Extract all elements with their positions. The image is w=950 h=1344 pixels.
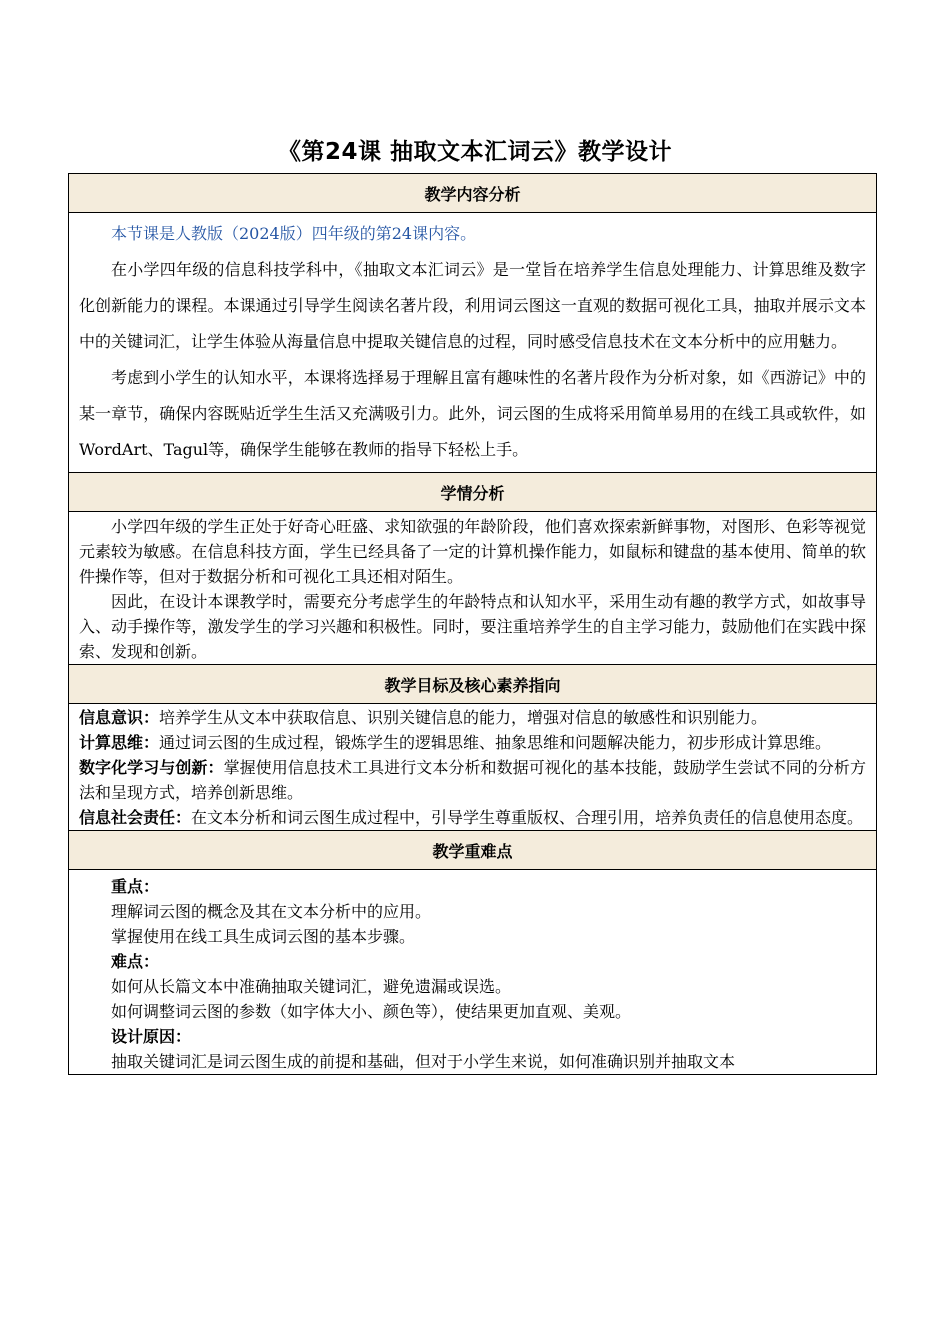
- content-paragraph-1: 在小学四年级的信息科技学科中，《抽取文本汇词云》是一堂旨在培养学生信息处理能力、计算思维及数字化创新能力的课程。本课通过引导学生阅读名著片段，利用词云图这一直观的数据可视化工具，抽取并展示文本中的关键词汇，让学生体验从海量信息中提取关键信息的过程，同时感受信息技术在文本分析中的应用魅力。: [79, 260, 866, 351]
- focus-item: 掌握使用在线工具生成词云图的基本步骤。: [111, 927, 416, 946]
- reason-label: 设计原因：: [111, 1027, 192, 1046]
- key-points-body: [69, 870, 877, 1075]
- objective-label: 数字化学习与创新：: [79, 758, 224, 777]
- document-title: 《第24课 抽取文本汇词云》教学设计: [277, 139, 672, 165]
- objective-text: 通过词云图的生成过程，锻炼学生的逻辑思维、抽象思维和问题解决能力，初步形成计算思维。: [159, 733, 832, 752]
- objective-label: 信息意识：: [79, 708, 160, 727]
- difficulty-item: 如何调整词云图的参数（如字体大小、颜色等），使结果更加直观、美观。: [111, 1002, 632, 1021]
- section-header-content-analysis: 教学内容分析: [69, 174, 877, 213]
- difficulty-label: 难点：: [111, 952, 160, 971]
- objective-text: 掌握使用信息技术工具进行文本分析和数据可视化的基本技能，鼓励学生尝试不同的分析方法和呈现方式，培养创新思维。: [79, 758, 866, 802]
- section-header-objectives: 教学目标及核心素养指向: [69, 665, 877, 704]
- content-analysis-body: [69, 213, 877, 473]
- objective-item: [69, 755, 876, 805]
- lesson-design-table: [68, 173, 877, 1075]
- objective-item: [69, 805, 876, 830]
- objectives-body: [69, 704, 877, 831]
- learner-paragraph-1: 小学四年级的学生正处于好奇心旺盛、求知欲强的年龄阶段，他们喜欢探索新鲜事物，对图形、色彩等视觉元素较为敏感。在信息科技方面，学生已经具备了一定的计算机操作能力，如鼠标和键盘的基本使用、简单的软件操作等，但对于数据分析和可视化工具还相对陌生。: [79, 517, 866, 586]
- objective-text: 培养学生从文本中获取信息、识别关键信息的能力，增强对信息的敏感性和识别能力。: [159, 708, 768, 727]
- learner-analysis-body: [69, 512, 877, 665]
- focus-label: 重点：: [111, 877, 160, 896]
- reason-text: 抽取关键词汇是词云图生成的前提和基础，但对于小学生来说，如何准确识别并抽取文本: [111, 1052, 736, 1071]
- focus-item: 理解词云图的概念及其在文本分析中的应用。: [111, 902, 432, 921]
- content-intro: 本节课是人教版（2024版）四年级的第24课内容。: [111, 224, 477, 243]
- section-header-learner-analysis: 学情分析: [69, 473, 877, 512]
- section-header-key-points: 教学重难点: [69, 831, 877, 870]
- objective-text: 在文本分析和词云图生成过程中，引导学生尊重版权、合理引用，培养负责任的信息使用态度。: [191, 808, 864, 827]
- difficulty-item: 如何从长篇文本中准确抽取关键词汇，避免遗漏或误选。: [111, 977, 512, 996]
- objective-item: [69, 730, 876, 755]
- objective-label: 计算思维：: [79, 733, 160, 752]
- objective-item: [69, 705, 876, 730]
- objective-label: 信息社会责任：: [79, 808, 192, 827]
- learner-paragraph-2: 因此，在设计本课教学时，需要充分考虑学生的年龄特点和认知水平，采用生动有趣的教学方式，如故事导入、动手操作等，激发学生的学习兴趣和积极性。同时，要注重培养学生的自主学习能力，鼓励他们在实践中探索、发现和创新。: [79, 592, 866, 661]
- content-paragraph-2: 考虑到小学生的认知水平，本课将选择易于理解且富有趣味性的名著片段作为分析对象，如《西游记》中的某一章节，确保内容既贴近学生生活又充满吸引力。此外，词云图的生成将采用简单易用的在线工具或软件，如WordArt、Tagul等，确保学生能够在教师的指导下轻松上手。: [79, 368, 866, 459]
